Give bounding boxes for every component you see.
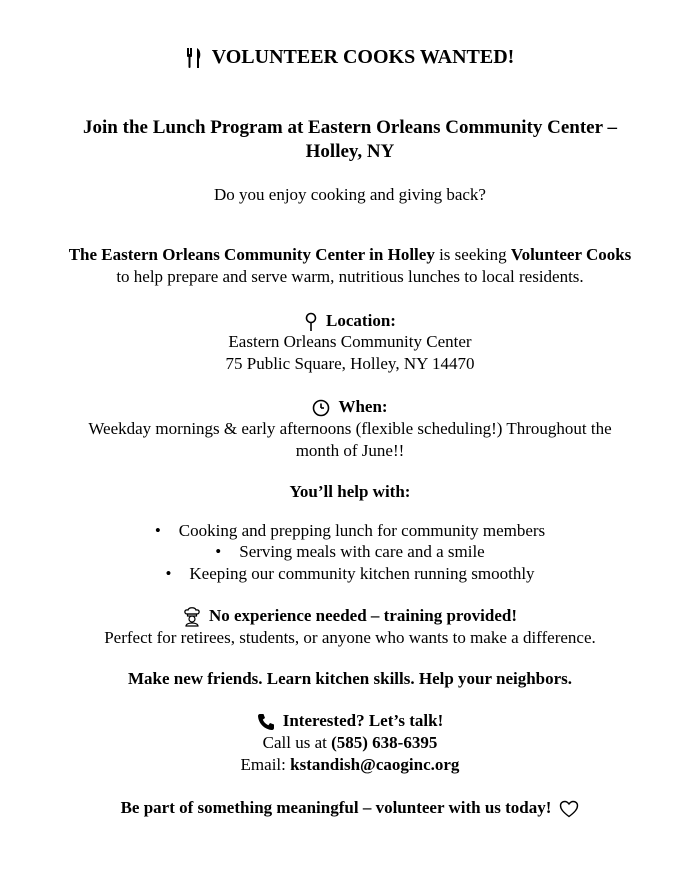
- list-item-text: Cooking and prepping lunch for community members: [178, 521, 546, 540]
- bullet-icon: •: [215, 542, 222, 561]
- map-pin-icon: [304, 312, 318, 332]
- experience-heading-text: No experience needed – training provided!: [208, 606, 518, 625]
- heart-icon: [559, 800, 579, 818]
- intro-role: Volunteer Cooks: [510, 245, 632, 264]
- contact-phone-line: [0, 732, 700, 754]
- contact-heading-text: Interested? Let’s talk!: [282, 711, 444, 730]
- list-item-text: Serving meals with care and a smile: [239, 542, 485, 561]
- location-heading: [0, 310, 700, 332]
- intro-connector: is seeking: [434, 245, 511, 264]
- email-link[interactable]: kstandish@caoginc.org: [290, 755, 460, 774]
- help-heading: You’ll help with:: [289, 482, 411, 501]
- experience-heading: [0, 605, 700, 627]
- location-name: Eastern Orleans Community Center: [228, 332, 472, 351]
- phone-prefix: Call us at: [262, 733, 332, 752]
- flyer-title: [0, 46, 700, 69]
- list-item-text: Keeping our community kitchen running smoothly: [189, 564, 535, 583]
- location-address: 75 Public Square, Holley, NY 14470: [225, 354, 475, 373]
- cook-icon: [183, 607, 201, 627]
- closing-line: [0, 797, 700, 819]
- clock-icon: [312, 399, 330, 417]
- list-item: [0, 541, 700, 563]
- subtitle-line-1: Join the Lunch Program at Eastern Orleans Community Center –: [83, 117, 617, 138]
- when-line-2: month of June!!: [295, 441, 405, 460]
- tagline: Make new friends. Learn kitchen skills. Help your neighbors.: [127, 669, 573, 688]
- question-text: Do you enjoy cooking and giving back?: [214, 185, 486, 204]
- when-label: When:: [338, 397, 388, 416]
- title-text: VOLUNTEER COOKS WANTED!: [211, 46, 515, 68]
- phone-icon: [257, 713, 275, 731]
- email-prefix: Email:: [240, 755, 291, 774]
- when-line-1: Weekday mornings & early afternoons (flexible scheduling!) Throughout the: [88, 419, 612, 438]
- phone-number-link[interactable]: (585) 638-6395: [331, 733, 438, 752]
- contact-email-line: [0, 754, 700, 776]
- intro-line-2: to help prepare and serve warm, nutritious lunches to local residents.: [116, 267, 584, 286]
- fork-knife-icon: [186, 47, 204, 69]
- intro-org-name: The Eastern Orleans Community Center in Holley: [68, 245, 435, 264]
- closing-text: Be part of something meaningful – volunteer with us today!: [120, 798, 552, 817]
- bullet-icon: •: [154, 521, 161, 540]
- list-item: [0, 563, 700, 585]
- when-heading: [0, 396, 700, 418]
- list-item: [0, 520, 700, 542]
- subtitle-line-2: Holley, NY: [305, 141, 395, 162]
- bullet-icon: •: [165, 564, 172, 583]
- experience-text: Perfect for retirees, students, or anyone who wants to make a difference.: [104, 628, 596, 647]
- contact-heading: [0, 710, 700, 732]
- location-label: Location:: [326, 311, 396, 330]
- intro-line-1: [0, 244, 700, 266]
